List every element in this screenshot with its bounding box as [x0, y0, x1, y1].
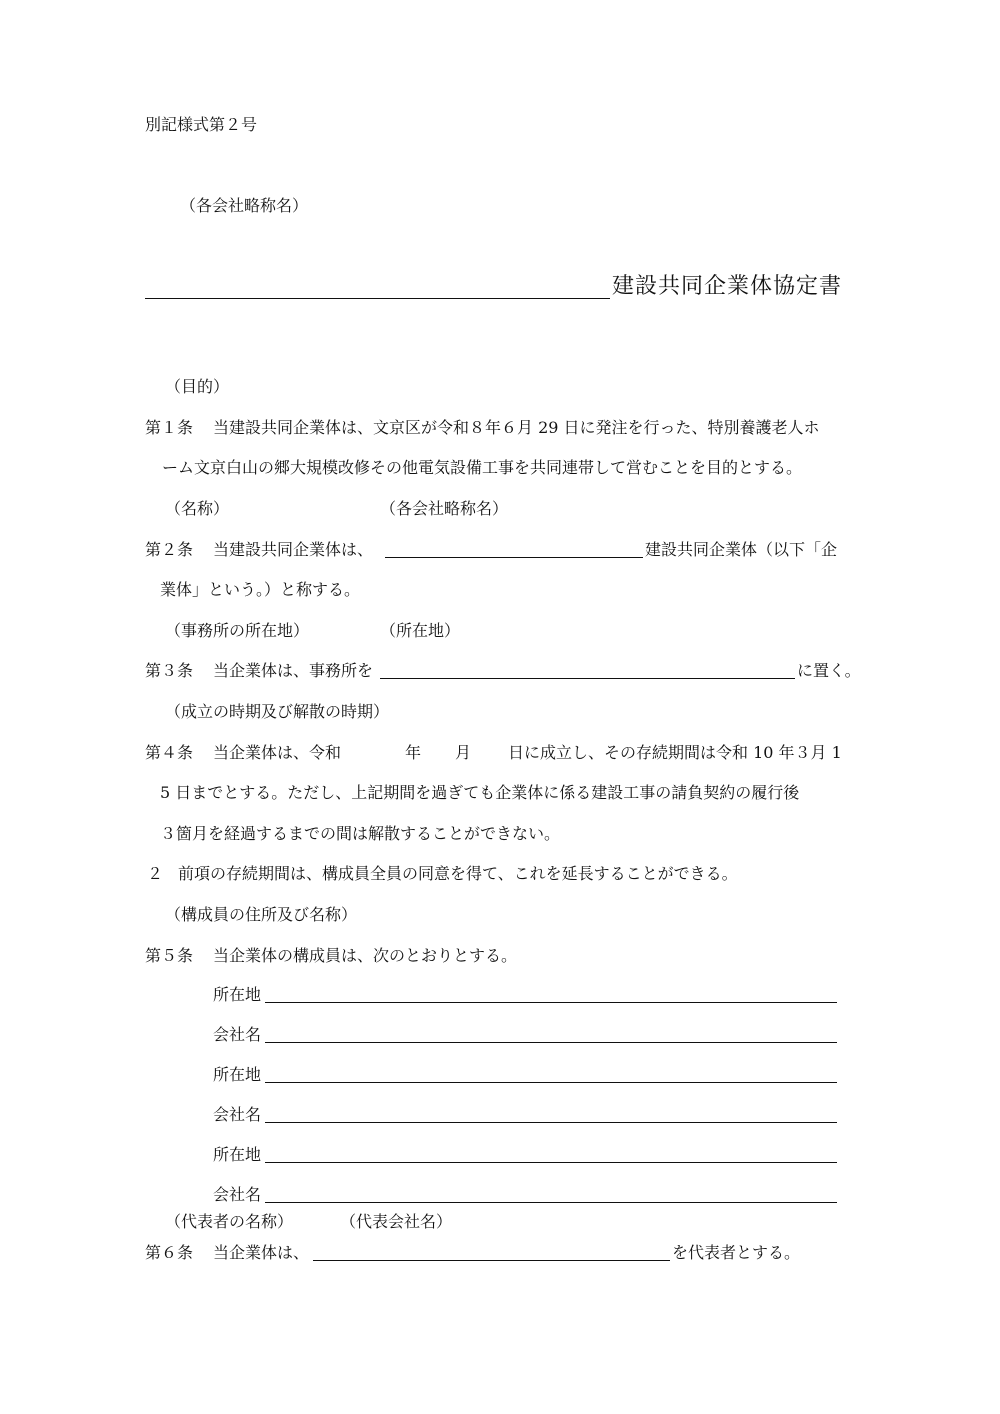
article4-line1-a: 当企業体は、令和 [213, 743, 342, 762]
article2-name-blank[interactable] [385, 557, 643, 558]
member-field-blank[interactable] [265, 1002, 837, 1003]
article4-number: 第４条 [145, 743, 194, 762]
article3-number: 第３条 [145, 661, 194, 680]
member-field-label: 会社名 [213, 1105, 262, 1124]
member-field-blank[interactable] [265, 1122, 837, 1123]
article5-heading: （構成員の住所及び名称） [165, 905, 358, 924]
article6-line1-post: を代表者とする。 [672, 1243, 801, 1262]
article3-line1-post: に置く。 [797, 661, 861, 680]
article4-para2-number: ２ [147, 864, 164, 883]
article6-number: 第６条 [145, 1243, 194, 1262]
member-field-label: 会社名 [213, 1185, 262, 1204]
article4-line1-b: 日に成立し、その存続期間は令和 10 年３月 1 [508, 743, 842, 762]
member-field-label: 所在地 [213, 985, 262, 1004]
title-company-blank[interactable] [145, 298, 610, 299]
member-field-blank[interactable] [265, 1042, 837, 1043]
article2-hint: （各会社略称名） [380, 499, 509, 518]
member-field-label: 会社名 [213, 1025, 262, 1044]
article4-para2: 前項の存続期間は、構成員全員の同意を得て、これを延長することができる。 [178, 864, 738, 883]
article4-year: 年 [405, 743, 422, 762]
article4-heading: （成立の時期及び解散の時期） [165, 702, 390, 721]
document-title: 建設共同企業体協定書 [612, 274, 843, 299]
article1-number: 第１条 [145, 418, 194, 437]
article2-line2: 業体」という。）と称する。 [160, 580, 361, 599]
member-field-blank[interactable] [265, 1202, 837, 1203]
article4-line2: 5 日までとする。ただし、上記期間を過ぎても企業体に係る建設工事の請負契約の履行後 [160, 783, 800, 802]
article5-number: 第５条 [145, 946, 194, 965]
article6-representative-blank[interactable] [313, 1260, 670, 1261]
article4-line3: ３箇月を経過するまでの間は解散することができない。 [160, 824, 561, 843]
article6-heading: （代表者の名称） [165, 1212, 294, 1231]
article4-month: 月 [455, 743, 472, 762]
article2-line1-pre: 当建設共同企業体は、 [213, 540, 374, 559]
member-field-label: 所在地 [213, 1065, 262, 1084]
article5-line1: 当企業体の構成員は、次のとおりとする。 [213, 946, 518, 965]
form-number: 別記様式第２号 [145, 115, 258, 134]
article1-line1: 当建設共同企業体は、文京区が令和８年６月 29 日に発注を行った、特別養護老人ホ [213, 418, 820, 437]
member-field-label: 所在地 [213, 1145, 262, 1164]
article3-line1-pre: 当企業体は、事務所を [213, 661, 374, 680]
article3-address-blank[interactable] [380, 678, 795, 679]
article2-line1-post: 建設共同企業体（以下「企 [645, 540, 838, 559]
article2-number: 第２条 [145, 540, 194, 559]
article3-hint: （所在地） [380, 621, 461, 640]
article1-line2: ーム文京白山の郷大規模改修その他電気設備工事を共同連帯して営むことを目的とする。 [162, 458, 803, 477]
article3-heading: （事務所の所在地） [165, 621, 310, 640]
member-field-blank[interactable] [265, 1082, 837, 1083]
title-company-hint: （各会社略称名） [180, 196, 309, 215]
article6-line1-pre: 当企業体は、 [213, 1243, 310, 1262]
article1-heading: （目的） [165, 377, 230, 396]
member-field-blank[interactable] [265, 1162, 837, 1163]
article6-hint: （代表会社名） [340, 1212, 453, 1231]
article2-heading: （名称） [165, 499, 230, 518]
